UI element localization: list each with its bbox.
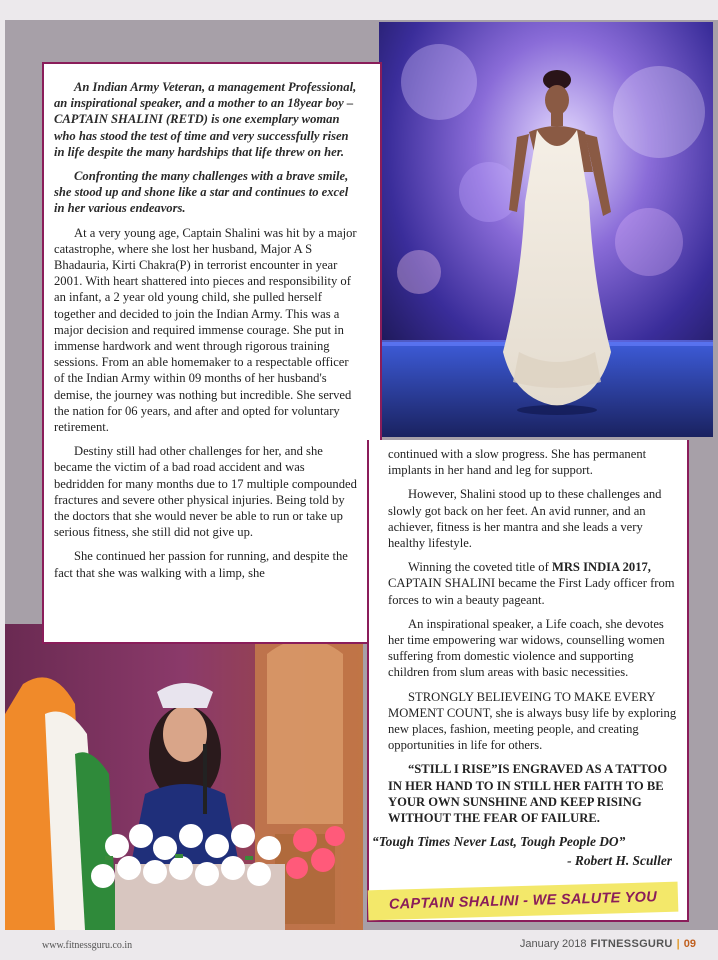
stage-photo bbox=[379, 22, 713, 437]
tattoo-paragraph: “STILL I RISE”IS ENGRAVED AS A TATTOO IN HER HAND TO IN STILL HER FAITH TO BE YOUR OWN SUNSHINE AND KEEP RISING WITHOUT THE FEAR OF FAILURE. bbox=[388, 762, 668, 826]
issue-date: January 2018 bbox=[519, 938, 587, 950]
intro-paragraph: Confronting the many challenges with a brave smile, she stood up and shone like a star and continues to excel in her various endeavors. bbox=[54, 169, 349, 216]
footer-website[interactable]: www.fitnessguru.co.in bbox=[42, 940, 133, 951]
body-paragraph: She continued her passion for running, and despite the fact that she was walking with a limp, she bbox=[54, 549, 348, 580]
body-paragraph: continued with a slow progress. She has permanent implants in her hand and leg for support. bbox=[388, 447, 647, 478]
body-text: Winning the coveted title of bbox=[408, 560, 552, 575]
body-paragraph: At a very young age, Captain Shalini was hit by a major catastrophe, where she lost her husband, Major A S Bhadauria, Kirti Chakra(P) in terrorist encounter in year 2001. With heart shattered into pieces and responsibility of an infant, a 2 year old young child, she pulled herself together and decided to join the Indian Army. This was a major decision and required immense courage. She put in immense hardwork and went through rigorous training sessions. From an able homemaker to a respectable officer of the Indian Army within 09 months of her husband's demise, the journey was nothing but incredible. She served the nation for 06 years, and after and opted for voluntary retirement. bbox=[54, 225, 357, 435]
pull-quote bbox=[372, 832, 678, 870]
body-paragraph: However, Shalini stood up to these challenges and slowly got back on her feet. An avid runner, and an achiever, fitness is her mantra and she leads a very healthy lifestyle. bbox=[388, 487, 662, 551]
article-column-1 bbox=[54, 79, 358, 589]
article-column-2 bbox=[388, 446, 678, 834]
body-paragraph bbox=[388, 559, 678, 608]
podium-photo bbox=[5, 624, 363, 930]
footer-issue bbox=[520, 938, 696, 950]
title-highlight: MRS INDIA 2017, bbox=[551, 560, 651, 575]
body-paragraph: An inspirational speaker, a Life coach, she devotes her time empowering war widows, counselling women suffering from domestic violence and supporting children from slum areas with basic necessities. bbox=[388, 616, 665, 680]
body-paragraph: Destiny still had other challenges for her, and she became the victim of a bad road accident and was bedridden for many months due to 17 multiple compounded fractures and severe other physical injuries. Being told by the doctors that she would never be able to run or take up serious fitness, she still did not give up. bbox=[54, 444, 357, 540]
page-number: 09 bbox=[683, 938, 696, 950]
quote-author: - Robert H. Sculler bbox=[567, 853, 672, 868]
brand-name: FITNESSGURU bbox=[590, 938, 673, 950]
body-paragraph: STRONGLY BELIEVEING TO MAKE EVERY MOMENT COUNT, she is always busy life by exploring new places, fashion, meeting people, and creating opportunities in life for others. bbox=[388, 689, 677, 753]
salute-banner-text: CAPTAIN SHALINI - WE SALUTE YOU bbox=[388, 889, 658, 913]
quote-text: “Tough Times Never Last, Tough People DO” bbox=[372, 834, 626, 849]
footer-separator: | bbox=[676, 938, 680, 950]
intro-paragraph: An Indian Army Veteran, a management Professional, an inspirational speaker, and a mother to an 18year boy – CAPTAIN SHALINI (RETD) is one exemplary woman who has stood the test of time and very successfully risen in life despite the many hardships that life threw on her. bbox=[54, 80, 357, 159]
body-text: CAPTAIN SHALINI became the First Lady officer from forces to win a beauty pageant. bbox=[388, 576, 675, 607]
